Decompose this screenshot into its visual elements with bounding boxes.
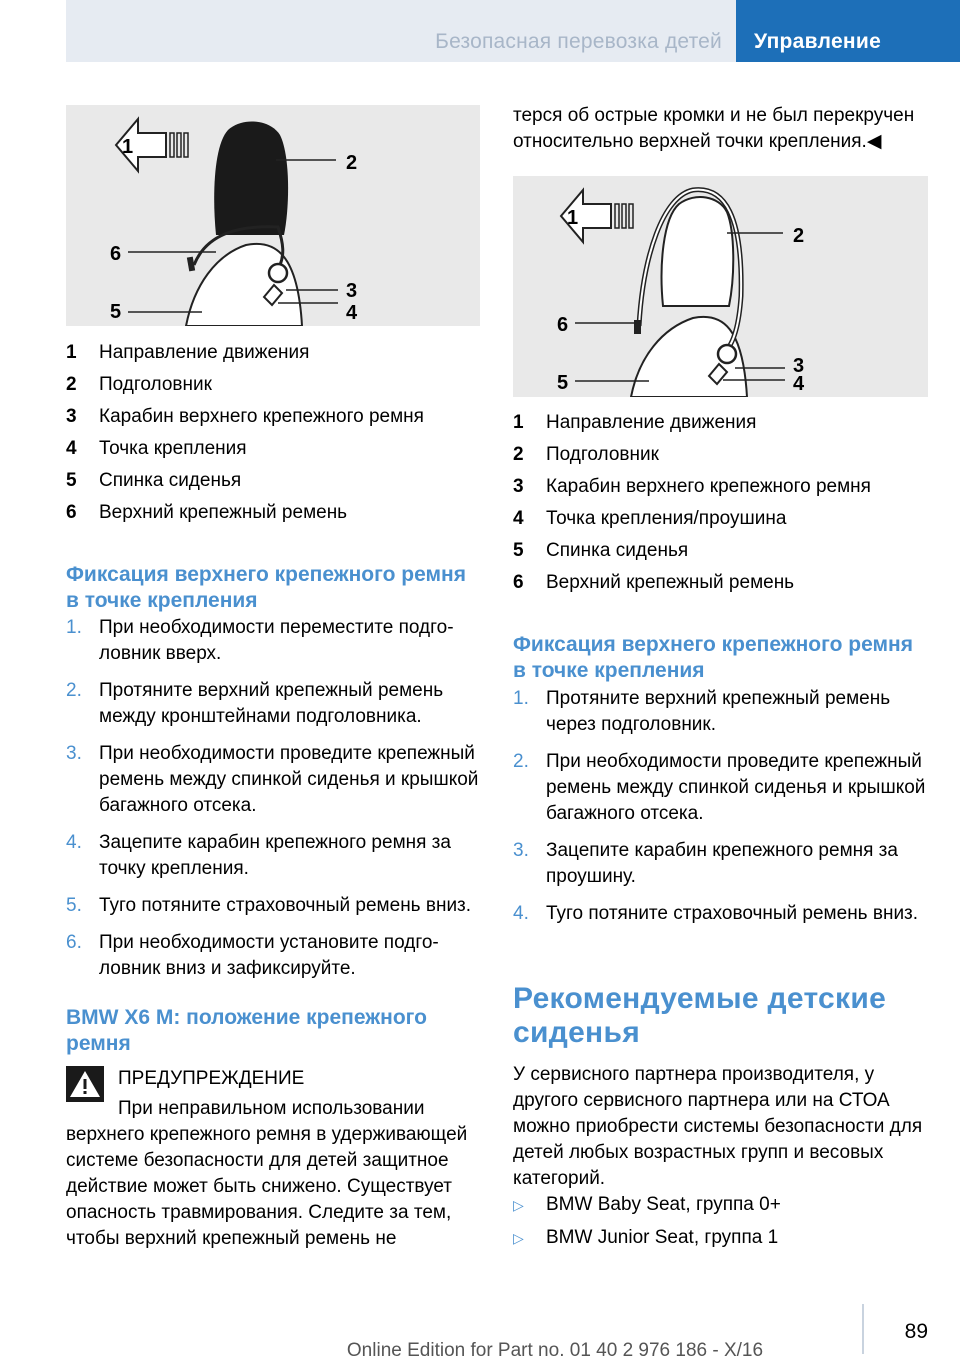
fig-label-1: 1 xyxy=(567,207,579,229)
warning-text: При неправильном использовании верхнего крепежного ремня в удерживающей системе безопасности для детей защитное действие может быть снижено. Существует опасность травмирования. Следите за тем, чтобы верхний крепежный ремень не xyxy=(66,1098,468,1249)
legend-number: 2 xyxy=(66,374,77,395)
figure-legend xyxy=(513,412,928,604)
bullet-text: BMW Baby Seat, группа 0+ xyxy=(546,1194,781,1215)
legend-text: Спинка сиденья xyxy=(99,470,242,491)
body-paragraph: У сервисного партнера производителя, у другого сервисного партнера или на СТОА можно приобрести системы безопасности для детей любых возрастных групп и весовых категорий. xyxy=(513,1064,923,1189)
figure-legend xyxy=(66,342,480,534)
step-item xyxy=(66,893,480,919)
step-item xyxy=(66,741,480,819)
step-item xyxy=(513,838,928,890)
step-text: При необходимости переместите подголовник вверх. xyxy=(99,617,454,664)
legend-item xyxy=(513,508,928,540)
fig-label-2: 2 xyxy=(793,225,805,247)
triangle-bullet-icon: ▷ xyxy=(513,1197,524,1213)
seat-back-shape xyxy=(186,244,302,326)
fig-label-4: 4 xyxy=(793,373,805,395)
legend-number: 5 xyxy=(513,540,524,561)
section-heading: BMW X6 M: положение крепежного ремня xyxy=(66,1006,427,1055)
figure-headrest-tether-2 xyxy=(513,176,928,397)
step-text: При необходимости установите подголовник вниз и зафиксируйте. xyxy=(99,932,439,979)
legend-text: Подголовник xyxy=(99,374,212,395)
step-list xyxy=(513,686,928,938)
step-text: Туго потяните страховочный ремень вниз. xyxy=(546,903,919,924)
step-list xyxy=(66,615,480,993)
legend-text: Направление движения xyxy=(546,412,757,433)
fig-label-3: 3 xyxy=(346,280,358,302)
legend-item xyxy=(513,444,928,476)
legend-number: 4 xyxy=(513,508,524,529)
step-text: При необходимости проведите крепежный ремень между спинкой сиденья и крышкой багажного отсека. xyxy=(546,751,926,824)
legend-text: Карабин верхнего крепежного ремня xyxy=(99,406,424,427)
fig-label-3: 3 xyxy=(793,355,805,377)
fig-label-5: 5 xyxy=(557,372,569,394)
fig-label-5: 5 xyxy=(110,301,122,323)
triangle-bullet-icon: ▷ xyxy=(513,1230,524,1246)
step-text: Туго потяните страховочный ремень вниз. xyxy=(99,895,472,916)
step-item xyxy=(513,686,928,738)
step-number: 5. xyxy=(66,895,82,916)
legend-item xyxy=(513,572,928,604)
bullet-list xyxy=(513,1192,928,1258)
legend-number: 1 xyxy=(513,412,524,433)
legend-item xyxy=(66,374,480,406)
fig-label-4: 4 xyxy=(346,302,358,324)
step-item xyxy=(66,678,480,730)
legend-text: Подголовник xyxy=(546,444,659,465)
headrest-shape xyxy=(662,197,734,306)
legend-text: Верхний крепежный ремень xyxy=(546,572,795,593)
legend-text: Спинка сиденья xyxy=(546,540,689,561)
page-header xyxy=(0,0,960,62)
legend-number: 5 xyxy=(66,470,77,491)
legend-number: 3 xyxy=(513,476,524,497)
legend-item xyxy=(513,476,928,508)
step-item xyxy=(66,830,480,882)
step-text: Протяните верхний крепежный ремень через подголовник. xyxy=(546,688,891,735)
legend-text: Карабин верхнего крепежного ремня xyxy=(546,476,871,497)
chapter-title: Управление xyxy=(754,30,882,53)
warning-title: ПРЕДУПРЕЖДЕНИЕ xyxy=(118,1068,305,1089)
figure-headrest-tether-1 xyxy=(66,105,480,326)
step-item xyxy=(513,901,928,927)
step-number: 6. xyxy=(66,932,82,953)
legend-number: 2 xyxy=(513,444,524,465)
legend-item xyxy=(513,412,928,444)
legend-item xyxy=(66,406,480,438)
step-text: Протяните верхний крепежный ремень между кронштейнами подголовника. xyxy=(99,680,444,727)
step-number: 2. xyxy=(513,751,529,772)
legend-text: Направление движения xyxy=(99,342,310,363)
legend-number: 4 xyxy=(66,438,77,459)
section-title: Безопасная перевозка детей xyxy=(435,30,722,53)
chapter-tab[interactable] xyxy=(736,0,960,62)
step-item xyxy=(66,930,480,982)
bullet-text: BMW Junior Seat, группа 1 xyxy=(546,1227,779,1248)
step-number: 4. xyxy=(513,903,529,924)
section-tab[interactable] xyxy=(66,0,736,62)
legend-number: 6 xyxy=(513,572,524,593)
legend-item xyxy=(66,470,480,502)
step-text: При необходимости проведите крепежный ремень между спинкой сиденья и крышкой багажного отсека. xyxy=(99,743,479,816)
anchor-ring xyxy=(269,264,287,282)
step-number: 4. xyxy=(66,832,82,853)
list-item xyxy=(513,1192,928,1218)
section-heading: Фиксация верхнего крепежного ремня в точке крепления xyxy=(513,633,913,682)
step-number: 3. xyxy=(66,743,82,764)
chapter-subheading: Рекомендуемые детские сиденья xyxy=(513,982,887,1049)
step-item xyxy=(513,749,928,827)
legend-text: Верхний крепежный ремень xyxy=(99,502,348,523)
legend-number: 6 xyxy=(66,502,77,523)
headrest-shape xyxy=(214,121,288,235)
step-item xyxy=(66,615,480,667)
legend-item xyxy=(66,502,480,534)
legend-text: Точка крепления/проушина xyxy=(546,508,787,529)
footer-edition: Online Edition for Part no. 01 40 2 976 186 - X/16 xyxy=(346,1340,764,1361)
step-number: 2. xyxy=(66,680,82,701)
continued-warning-text: терся об острые кромки и не был перекручен относительно верхней точки крепления.◀ xyxy=(513,105,915,152)
legend-number: 3 xyxy=(66,406,77,427)
legend-item xyxy=(66,342,480,374)
legend-item xyxy=(513,540,928,572)
step-number: 1. xyxy=(66,617,82,638)
headrest-diagram xyxy=(66,105,480,326)
list-item xyxy=(513,1225,928,1251)
step-number: 3. xyxy=(513,840,529,861)
fig-label-6: 6 xyxy=(110,243,122,265)
page-number: 89 xyxy=(904,1320,928,1343)
legend-number: 1 xyxy=(66,342,77,363)
fig-label-1: 1 xyxy=(122,136,134,158)
section-heading: Фиксация верхнего крепежного ремня в точке крепления xyxy=(66,563,466,612)
fig-label-2: 2 xyxy=(346,152,358,174)
headrest-diagram xyxy=(513,176,928,397)
step-text: Зацепите карабин крепежного ремня за проушину. xyxy=(546,840,898,887)
legend-item xyxy=(66,438,480,470)
legend-text: Точка крепления xyxy=(99,438,247,459)
step-number: 1. xyxy=(513,688,529,709)
step-text: Зацепите карабин крепежного ремня за точку крепления. xyxy=(99,832,451,879)
fig-label-6: 6 xyxy=(557,314,569,336)
anchor-ring xyxy=(718,345,736,363)
